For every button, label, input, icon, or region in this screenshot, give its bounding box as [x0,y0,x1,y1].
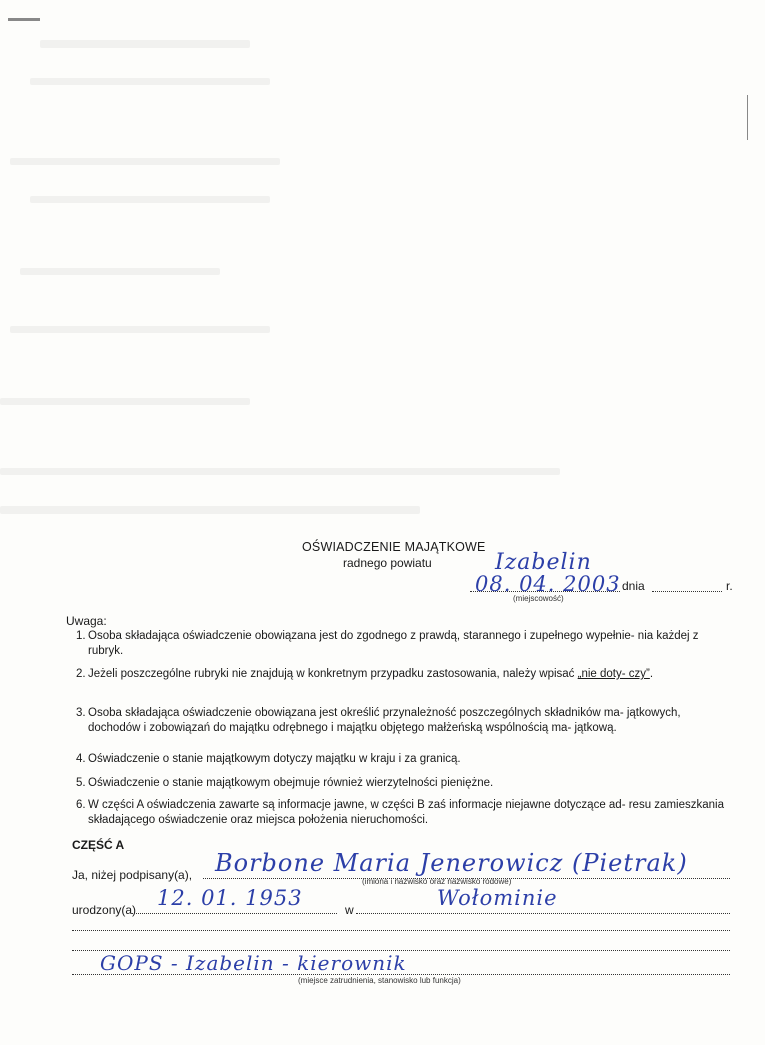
note-number: 3. [76,707,86,719]
note-item-4 [76,752,736,767]
born-date-field[interactable] [132,913,337,914]
bleed-through-text [10,158,280,165]
form-subtitle: radnego powiatu [343,556,432,570]
scan-edge-line [747,95,748,140]
note-text: Osoba składająca oświadczenie obowiązana jest do zgodnego z prawdą, starannego i zupełnego wypełnie- nia każdej z rubryk. [88,630,699,657]
bleed-through-text [20,268,220,275]
born-date-handwritten: 12. 01. 1953 [157,886,303,910]
note-text: Osoba składająca oświadczenie obowiązana jest określić przynależność poszczególnych składników ma- jątkowych, dochodów i zobowiązań do majątku odrębnego i majątku objętego małżeńską wspólnością ma- jątkową. [88,707,681,734]
date-handwritten: 08. 04. 2003 [475,572,621,596]
note-number: 5. [76,777,86,789]
bleed-through-text [0,398,250,405]
born-in-label: w [345,903,354,917]
note-text-before: Jeżeli poszczególne rubryki nie znajdują w konkretnym przypadku zastosowania, należy wpisać [88,668,578,680]
part-a-heading: CZĘŚĆ A [72,838,125,852]
place-caption: (miejscowość) [513,594,564,603]
name-caption: (imiona i nazwisko oraz nazwisko rodowe) [362,877,512,886]
born-place-field[interactable] [356,913,730,914]
dnia-field[interactable] [652,591,722,592]
signer-name-handwritten: Borbone Maria Jenerowicz (Pietrak) [215,849,688,877]
bleed-through-text [30,78,270,85]
place-handwritten: Izabelin [495,550,592,575]
form-title: OŚWIADCZENIE MAJĄTKOWE [302,540,486,554]
bleed-through-text [0,506,420,514]
employment-caption: (miejsce zatrudnienia, stanowisko lub funkcja) [298,976,461,985]
note-text: W części A oświadczenia zawarte są informacje jawne, w części B zaś informacje niejawne dotyczące ad- resu zamieszkania składającego oświadczenie oraz miejsca położenia nieruchomości. [88,799,724,826]
employment-handwritten: GOPS - Izabelin - kierownik [100,951,407,975]
born-label: urodzony(a) [72,903,137,917]
scan-edge-mark [8,18,40,21]
note-item-1 [76,629,736,659]
note-number: 1. [76,630,86,642]
note-number: 2. [76,668,86,680]
extra-line-field[interactable] [72,930,730,931]
bleed-through-text [30,196,270,203]
note-not-applicable-phrase: „nie doty- czy” [577,668,650,680]
note-text [88,667,736,682]
note-text: Oświadczenie o stanie majątkowym dotyczy majątku w kraju i za granicą. [88,753,461,765]
bleed-through-text [0,468,560,475]
note-item-2 [76,667,736,682]
notes-label: Uwaga: [66,614,107,628]
note-item-6 [76,798,736,828]
note-item-3 [76,706,736,736]
note-item-5 [76,776,736,791]
year-suffix-label: r. [726,579,733,593]
date-row [470,572,733,596]
dnia-label: dnia [622,579,645,593]
bleed-through-text [10,326,270,333]
signer-label: Ja, niżej podpisany(a), [72,868,193,882]
born-place-handwritten: Wołominie [437,886,558,910]
note-number: 6. [76,799,86,811]
note-text-after: . [649,668,654,680]
note-number: 4. [76,753,86,765]
note-text: Oświadczenie o stanie majątkowym obejmuje również wierzytelności pieniężne. [88,777,494,789]
bleed-through-text [40,40,250,48]
